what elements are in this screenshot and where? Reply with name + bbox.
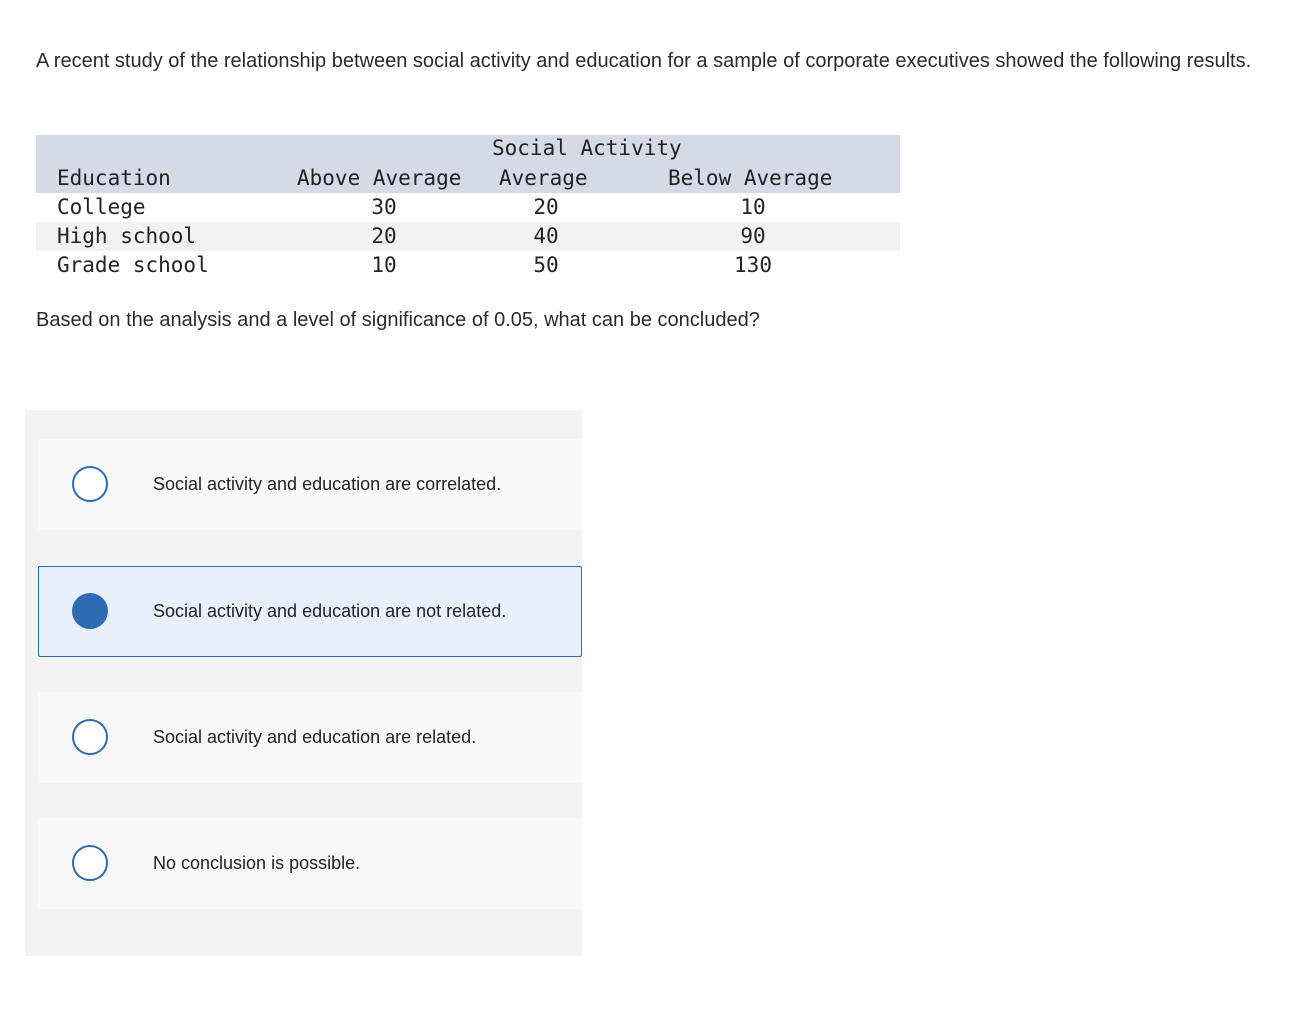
answer-choice-label: Social activity and education are related. bbox=[153, 727, 477, 747]
answer-choice-label: Social activity and education are not related. bbox=[153, 601, 507, 621]
table-cell: High school bbox=[57, 224, 197, 248]
radio-button[interactable] bbox=[72, 845, 108, 881]
table-header-row bbox=[36, 164, 900, 193]
header-average: Average bbox=[499, 166, 588, 190]
radio-button[interactable] bbox=[72, 719, 108, 755]
table-cell: 10 bbox=[740, 195, 766, 219]
table-cell: College bbox=[57, 195, 146, 219]
table-header bbox=[36, 135, 900, 193]
header-below-average: Below Average bbox=[668, 166, 833, 190]
header-above-average: Above Average bbox=[297, 166, 462, 190]
table-cell: 90 bbox=[740, 224, 766, 248]
table-cell: 130 bbox=[734, 253, 772, 277]
table-cell: Grade school bbox=[57, 253, 209, 277]
answer-choice-label: Social activity and education are correlated. bbox=[153, 474, 502, 494]
answer-choices bbox=[25, 410, 582, 956]
table-row bbox=[36, 222, 900, 251]
answer-choice-label: No conclusion is possible. bbox=[153, 853, 361, 873]
answer-choice-2[interactable] bbox=[38, 566, 582, 657]
question-prompt: Based on the analysis and a level of significance of 0.05, what can be concluded? bbox=[36, 309, 760, 331]
header-education: Education bbox=[57, 166, 171, 190]
table-row bbox=[36, 251, 900, 280]
table-cell: 30 bbox=[371, 195, 397, 219]
table-cell: 10 bbox=[371, 253, 397, 277]
table-cell: 50 bbox=[533, 253, 559, 277]
table-cell: 40 bbox=[533, 224, 559, 248]
table-row bbox=[36, 193, 900, 222]
table-cell: 20 bbox=[533, 195, 559, 219]
table-cell: 20 bbox=[371, 224, 397, 248]
question-intro: A recent study of the relationship between social activity and education for a sample of corporate executives showed the following results. bbox=[36, 50, 1252, 72]
answer-choice-1[interactable] bbox=[38, 439, 582, 530]
data-table bbox=[36, 135, 900, 280]
answer-choice-3[interactable] bbox=[38, 692, 582, 783]
radio-button[interactable] bbox=[72, 466, 108, 502]
answer-choice-4[interactable] bbox=[38, 818, 582, 909]
table-super-header: Social Activity bbox=[492, 136, 682, 160]
radio-button-selected[interactable] bbox=[72, 593, 108, 629]
